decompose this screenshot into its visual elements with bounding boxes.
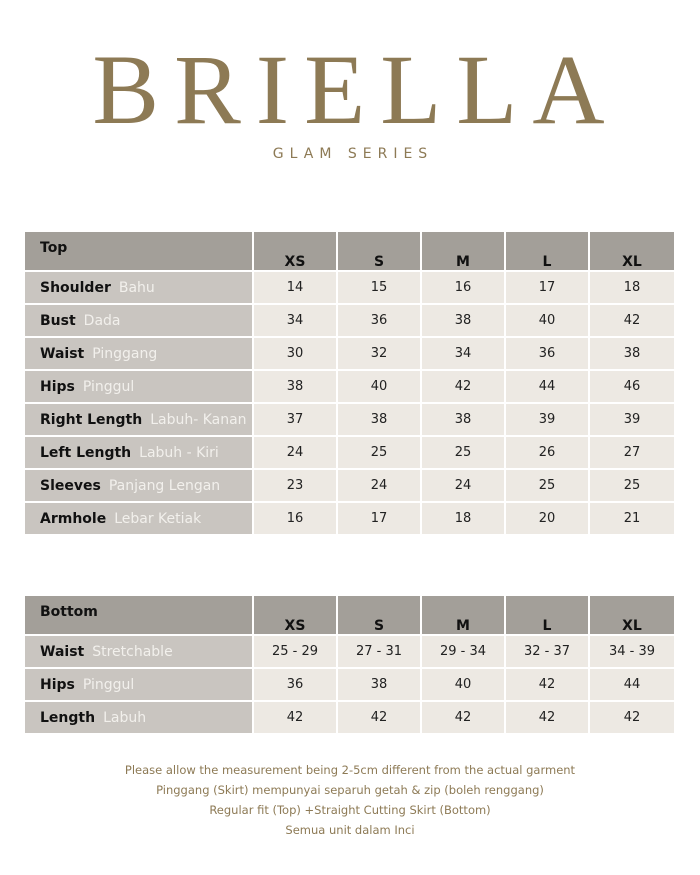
note-line: Semua unit dalam Inci [285,823,415,837]
measurement-name-my: Pinggul [82,378,135,395]
size-header-l: L [506,596,590,636]
measurement-value: 40 [506,305,590,338]
measurement-value: 24 [338,470,422,503]
measurement-name-my: Labuh [103,709,147,726]
measurement-value: 44 [590,669,674,702]
size-header-s: S [338,232,422,272]
table-header-row [25,232,674,272]
measurement-value: 23 [254,470,338,503]
measurement-name-en: Shoulder [40,279,111,296]
measurement-name-my: Lebar Ketiak [114,510,202,527]
measurement-value: 32 [338,338,422,371]
measurement-name-my: Dada [83,312,121,329]
measurement-value: 42 [254,702,338,735]
measurement-value: 25 [338,437,422,470]
bottom-size-table [25,596,674,735]
measurement-value: 24 [254,437,338,470]
measurement-name-en: Hips [40,378,75,395]
measurement-value: 34 [422,338,506,371]
measurement-value: 24 [422,470,506,503]
measurement-label [25,470,254,503]
measurement-name-en: Waist [40,345,85,362]
brand-title: BRIELLA [92,34,620,145]
measurement-value: 42 [422,371,506,404]
note-line: Regular fit (Top) +Straight Cutting Skirt (Bottom) [209,803,491,817]
top-size-table [25,232,674,536]
measurement-label [25,305,254,338]
measurement-label [25,371,254,404]
table-section-label: Bottom [25,596,254,636]
measurement-value: 36 [338,305,422,338]
measurement-value: 34 - 39 [590,636,674,669]
measurement-value: 27 - 31 [338,636,422,669]
size-header-l: L [506,232,590,272]
measurement-value: 42 [506,702,590,735]
measurement-value: 16 [422,272,506,305]
measurement-value: 18 [422,503,506,536]
measurement-name-en: Sleeves [40,477,101,494]
measurement-label [25,702,254,735]
measurement-label [25,338,254,371]
measurement-value: 26 [506,437,590,470]
table-row [25,437,674,470]
table-row [25,404,674,437]
measurement-name-my: Labuh- Kanan [150,411,247,428]
measurement-name-my: Labuh - Kiri [139,444,219,461]
table-row [25,272,674,305]
measurement-name-en: Right Length [40,411,143,428]
brand-series: GLAM SERIES [272,146,434,162]
measurement-value: 15 [338,272,422,305]
measurement-value: 17 [506,272,590,305]
table-row [25,371,674,404]
measurement-value: 30 [254,338,338,371]
note-line: Please allow the measurement being 2-5cm different from the actual garment [124,763,576,777]
size-header-xs: XS [254,232,338,272]
table-row [25,702,674,735]
measurement-value: 42 [422,702,506,735]
size-header-xs: XS [254,596,338,636]
table-section-label: Top [25,232,254,272]
measurement-value: 38 [338,669,422,702]
measurement-label [25,669,254,702]
measurement-value: 40 [422,669,506,702]
measurement-value: 42 [590,305,674,338]
measurement-label [25,272,254,305]
measurement-name-en: Bust [40,312,76,329]
table-row [25,503,674,536]
measurement-name-my: Bahu [118,279,155,296]
measurement-value: 38 [422,305,506,338]
measurement-value: 34 [254,305,338,338]
measurement-value: 38 [338,404,422,437]
measurement-value: 36 [254,669,338,702]
measurement-value: 20 [506,503,590,536]
measurement-label [25,437,254,470]
measurement-name-my: Pinggul [82,676,135,693]
measurement-name-my: Panjang Lengan [108,477,221,494]
measurement-value: 38 [254,371,338,404]
measurement-value: 36 [506,338,590,371]
measurement-value: 27 [590,437,674,470]
measurement-value: 44 [506,371,590,404]
table-row [25,636,674,669]
size-header-s: S [338,596,422,636]
table-header-row [25,596,674,636]
measurement-value: 29 - 34 [422,636,506,669]
measurement-value: 39 [506,404,590,437]
size-header-xl: XL [590,232,674,272]
measurement-value: 42 [338,702,422,735]
measurement-value: 18 [590,272,674,305]
size-header-m: M [422,232,506,272]
measurement-value: 25 - 29 [254,636,338,669]
measurement-label [25,636,254,669]
measurement-value: 46 [590,371,674,404]
measurement-label [25,503,254,536]
measurement-value: 16 [254,503,338,536]
measurement-value: 25 [506,470,590,503]
measurement-value: 14 [254,272,338,305]
measurement-value: 38 [422,404,506,437]
measurement-name-en: Left Length [40,444,132,461]
measurement-value: 32 - 37 [506,636,590,669]
table-row [25,470,674,503]
size-header-xl: XL [590,596,674,636]
measurement-value: 39 [590,404,674,437]
measurement-name-my: Pinggang [92,345,158,362]
measurement-name-en: Waist [40,643,85,660]
measurement-value: 42 [590,702,674,735]
table-row [25,669,674,702]
measurement-value: 40 [338,371,422,404]
measurement-value: 37 [254,404,338,437]
measurement-value: 17 [338,503,422,536]
measurement-name-en: Hips [40,676,75,693]
measurement-value: 21 [590,503,674,536]
measurement-name-my: Stretchable [92,643,173,660]
size-header-m: M [422,596,506,636]
measurement-value: 25 [422,437,506,470]
note-line: Pinggang (Skirt) mempunyai separuh getah & zip (boleh renggang) [156,783,544,797]
measurement-label [25,404,254,437]
measurement-value: 38 [590,338,674,371]
measurement-notes [0,760,700,840]
measurement-value: 42 [506,669,590,702]
table-row [25,305,674,338]
measurement-name-en: Armhole [40,510,107,527]
measurement-name-en: Length [40,709,96,726]
measurement-value: 25 [590,470,674,503]
table-row [25,338,674,371]
